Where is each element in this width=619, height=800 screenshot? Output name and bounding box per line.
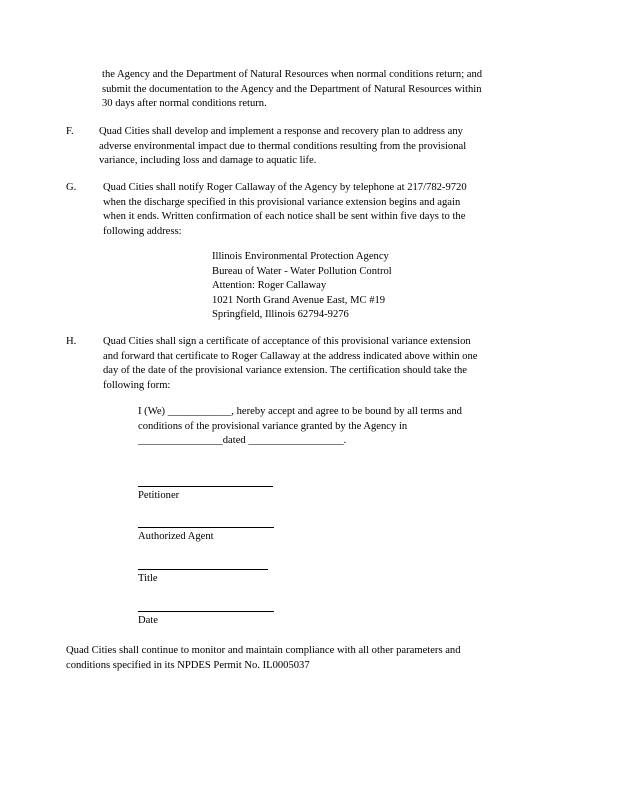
signature-petitioner: [138, 486, 273, 504]
signature-label: Date: [138, 615, 158, 626]
certificate-line: conditions of the provisional variance granted by the Agency in: [138, 420, 408, 432]
address-line: Attention: Roger Callaway: [212, 280, 327, 292]
certificate-line: I (We) ____________, hereby accept and agree to be bound by all terms and: [138, 406, 462, 417]
certificate-line: ________________dated __________________.: [138, 435, 347, 447]
item-label-g: G.: [66, 182, 77, 193]
text-line: Quad Cities shall continue to monitor and maintain compliance with all other parameters and: [66, 645, 461, 656]
text-line: when the discharge specified in this provisional variance extension begins and again: [103, 196, 461, 208]
text-line: submit the documentation to the Agency and the Department of Natural Resources within: [102, 83, 482, 95]
signature-rule: [138, 611, 274, 612]
text-line: conditions specified in its NPDES Permit No. IL0005037: [66, 659, 310, 671]
item-label-f: F.: [66, 126, 74, 137]
text-line: Quad Cities shall develop and implement a response and recovery plan to address any: [99, 126, 463, 137]
address-line: Illinois Environmental Protection Agency: [212, 251, 389, 262]
signature-label: Petitioner: [138, 490, 180, 501]
signature-title: [138, 569, 268, 587]
item-g-paragraph: [103, 181, 467, 239]
text-line: 30 days after normal conditions return.: [102, 98, 267, 110]
signature-authorized-agent: [138, 527, 274, 545]
text-line: following address:: [103, 225, 182, 237]
text-line: variance, including loss and damage to aquatic life.: [99, 155, 317, 167]
text-line: when it ends. Written confirmation of each notice shall be sent within five days to the: [103, 211, 466, 223]
item-label-h: H.: [66, 336, 77, 347]
signature-rule: [138, 569, 268, 570]
text-line: Quad Cities shall sign a certificate of acceptance of this provisional variance extension: [103, 336, 471, 347]
address-line: 1021 North Grand Avenue East, MC #19: [212, 294, 386, 306]
mailing-address: [212, 250, 392, 323]
closing-paragraph: [66, 644, 461, 673]
signature-rule: [138, 486, 273, 487]
item-h-paragraph: [103, 335, 477, 393]
text-line: following form:: [103, 379, 171, 391]
signature-rule: [138, 527, 274, 528]
certificate-form: [138, 405, 462, 449]
address-line: Springfield, Illinois 62794-9276: [212, 309, 349, 321]
text-line: adverse environmental impact due to thermal conditions resulting from the provisional: [99, 140, 467, 152]
text-line: the Agency and the Department of Natural Resources when normal conditions return; and: [102, 69, 483, 80]
signature-label: Authorized Agent: [138, 531, 214, 542]
text-line: day of the date of the provisional variance extension. The certification should take the: [103, 365, 467, 377]
text-line: Quad Cities shall notify Roger Callaway of the Agency by telephone at 217/782-9720: [103, 182, 467, 193]
item-f-paragraph: [99, 125, 466, 169]
address-line: Bureau of Water - Water Pollution Control: [212, 265, 392, 277]
continuation-paragraph: [102, 68, 482, 112]
signature-date: [138, 611, 274, 629]
signature-label: Title: [138, 573, 158, 584]
text-line: and forward that certificate to Roger Callaway at the address indicated above within one: [103, 350, 478, 362]
